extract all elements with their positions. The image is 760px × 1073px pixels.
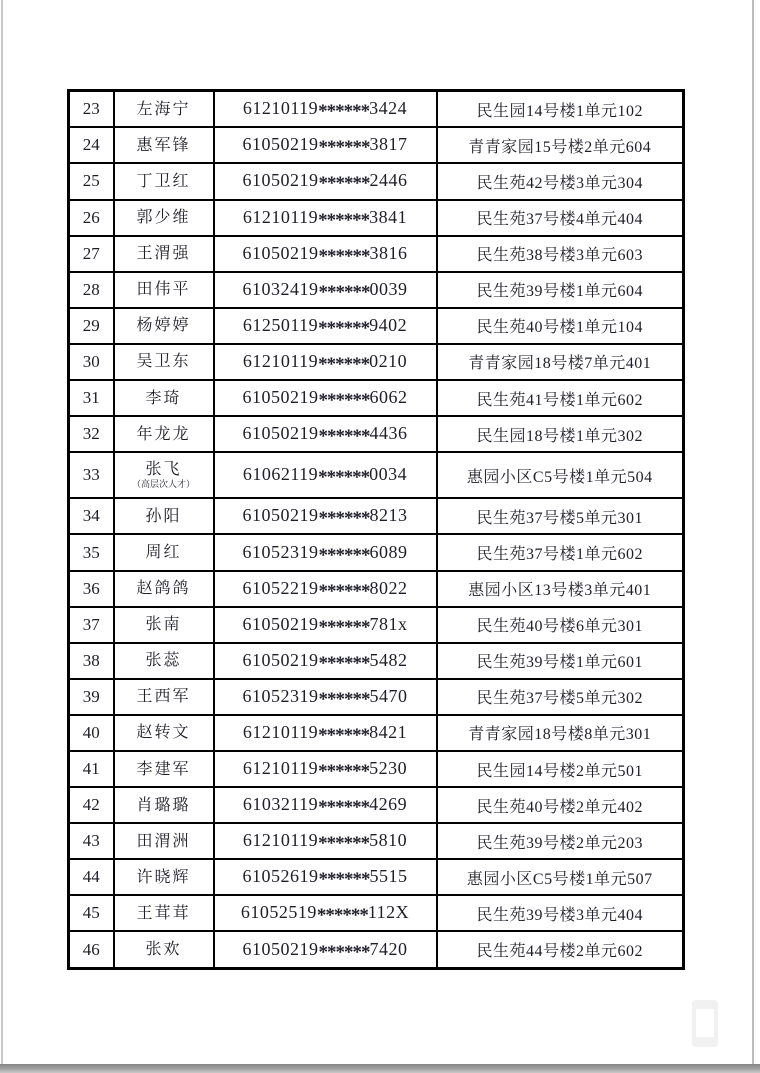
row-number-cell: 24 xyxy=(69,127,114,163)
id-number-cell xyxy=(214,607,437,643)
address-cell: 民生苑41号楼1单元602 xyxy=(437,380,684,416)
id-suffix: 8421 xyxy=(369,721,408,742)
id-suffix: 5230 xyxy=(369,758,408,779)
page-left-edge xyxy=(1,0,3,1064)
id-number-cell xyxy=(214,895,437,931)
name-wrap xyxy=(115,615,213,634)
id-prefix: 61050219 xyxy=(242,423,319,444)
id-number-cell xyxy=(214,931,437,968)
name-cell xyxy=(114,236,214,272)
name-text: 周红 xyxy=(145,544,182,561)
name-cell xyxy=(114,679,214,715)
address-cell: 民生苑39号楼3单元404 xyxy=(437,895,684,931)
name-text: 田渭洲 xyxy=(136,832,191,850)
name-text: 丁卫红 xyxy=(136,172,191,190)
id-number-cell xyxy=(214,534,437,570)
name-wrap xyxy=(115,940,213,959)
name-text: 田伟平 xyxy=(136,281,191,299)
id-mask-stars: ****** xyxy=(318,173,370,195)
table-row xyxy=(69,127,684,163)
id-number-cell xyxy=(214,416,437,452)
scan-watermark-artifact-inner xyxy=(696,1009,714,1037)
name-wrap xyxy=(115,208,213,227)
name-wrap xyxy=(115,796,213,815)
table-body xyxy=(69,91,684,969)
address-cell: 民生苑39号楼1单元604 xyxy=(437,272,684,308)
name-wrap xyxy=(115,425,213,444)
address-cell: 民生苑42号楼3单元304 xyxy=(437,163,684,199)
id-suffix: 3841 xyxy=(369,206,408,227)
address-cell: 民生苑44号楼2单元602 xyxy=(437,931,684,968)
id-suffix: 3817 xyxy=(369,134,408,155)
name-text: 张蕊 xyxy=(145,652,182,670)
row-number-cell: 33 xyxy=(69,452,114,498)
name-cell xyxy=(114,200,214,236)
id-prefix: 61210119 xyxy=(242,350,319,371)
id-mask-stars: ****** xyxy=(318,137,370,159)
id-suffix: 8022 xyxy=(369,577,408,598)
id-suffix: 5470 xyxy=(369,685,408,706)
name-cell xyxy=(114,344,214,380)
name-wrap xyxy=(115,543,213,562)
id-prefix: 61032419 xyxy=(242,278,319,299)
address-cell: 民生苑40号楼1单元104 xyxy=(437,308,684,344)
id-prefix: 61210119 xyxy=(242,721,319,742)
scan-watermark-artifact xyxy=(692,1000,718,1047)
table-row xyxy=(69,751,684,787)
row-number-cell: 35 xyxy=(69,534,114,570)
table-row xyxy=(69,380,684,416)
id-mask-stars: ****** xyxy=(318,209,370,231)
id-prefix: 61050219 xyxy=(242,505,319,526)
id-prefix: 61050219 xyxy=(242,613,319,634)
name-cell xyxy=(114,823,214,859)
id-mask-stars: ****** xyxy=(318,833,370,855)
name-wrap xyxy=(115,651,213,670)
name-cell xyxy=(114,416,214,452)
address-cell: 民生苑37号楼1单元602 xyxy=(437,534,684,570)
name-text: 惠军锋 xyxy=(136,136,191,154)
id-suffix: 3816 xyxy=(369,242,408,263)
name-cell xyxy=(114,91,214,128)
row-number-cell: 38 xyxy=(69,643,114,679)
name-wrap xyxy=(115,723,213,742)
table-row xyxy=(69,895,684,931)
address-cell: 民生苑37号楼5单元302 xyxy=(437,679,684,715)
name-cell xyxy=(114,452,214,498)
table-row xyxy=(69,571,684,607)
id-mask-stars: ****** xyxy=(318,941,370,963)
id-mask-stars: ****** xyxy=(318,467,370,489)
address-cell: 民生苑40号楼6单元301 xyxy=(437,607,684,643)
id-mask-stars: ****** xyxy=(318,580,370,602)
address-cell: 民生苑39号楼1单元601 xyxy=(437,643,684,679)
id-suffix: 0034 xyxy=(369,464,408,485)
table-row xyxy=(69,344,684,380)
name-text: 赵鸽鸽 xyxy=(136,580,191,598)
id-mask-stars: ****** xyxy=(318,616,370,638)
name-text: 郭少维 xyxy=(136,209,191,227)
name-text: 王渭强 xyxy=(136,245,191,263)
id-mask-stars: ****** xyxy=(318,652,370,674)
id-prefix: 61052519 xyxy=(240,902,317,923)
table-row xyxy=(69,236,684,272)
id-prefix: 61210119 xyxy=(242,98,319,119)
id-mask-stars: ****** xyxy=(318,869,370,891)
row-number-cell: 45 xyxy=(69,895,114,931)
id-mask-stars: ****** xyxy=(318,724,370,746)
name-wrap xyxy=(115,832,213,851)
name-cell xyxy=(114,751,214,787)
name-cell xyxy=(114,895,214,931)
id-mask-stars: ****** xyxy=(318,544,370,566)
name-text: 肖璐璐 xyxy=(136,796,191,814)
row-number-cell: 32 xyxy=(69,416,114,452)
row-number-cell: 46 xyxy=(69,931,114,968)
name-text: 左海宁 xyxy=(136,100,191,118)
row-number-cell: 29 xyxy=(69,308,114,344)
name-text: 李建军 xyxy=(136,760,191,778)
id-prefix: 61052219 xyxy=(242,577,319,598)
row-number-cell: 27 xyxy=(69,236,114,272)
name-cell xyxy=(114,380,214,416)
row-number-cell: 43 xyxy=(69,823,114,859)
name-text: 张南 xyxy=(145,616,182,634)
id-suffix: 0210 xyxy=(369,350,408,371)
name-wrap xyxy=(115,507,213,526)
table-row xyxy=(69,308,684,344)
address-cell: 青青家园18号楼8单元301 xyxy=(437,715,684,751)
name-text: 张飞 xyxy=(145,461,182,479)
table-row xyxy=(69,200,684,236)
name-cell xyxy=(114,308,214,344)
name-wrap xyxy=(115,280,213,299)
table-row xyxy=(69,787,684,823)
table-row xyxy=(69,452,684,498)
id-prefix: 61050219 xyxy=(242,134,319,155)
id-suffix: 0039 xyxy=(369,278,408,299)
row-number-cell: 34 xyxy=(69,498,114,534)
id-prefix: 61050219 xyxy=(242,649,319,670)
id-number-cell xyxy=(214,643,437,679)
id-suffix: 6089 xyxy=(369,541,408,562)
address-cell: 惠园小区C5号楼1单元504 xyxy=(437,452,684,498)
id-prefix: 61050219 xyxy=(242,170,319,191)
name-wrap xyxy=(115,244,213,263)
name-note: （高层次人才） xyxy=(131,479,195,490)
name-cell xyxy=(114,643,214,679)
name-text: 杨婷婷 xyxy=(136,317,191,335)
id-number-cell xyxy=(214,380,437,416)
id-number-cell xyxy=(214,571,437,607)
address-cell: 青青家园18号楼7单元401 xyxy=(437,344,684,380)
table-row xyxy=(69,715,684,751)
row-number-cell: 44 xyxy=(69,859,114,895)
name-wrap xyxy=(115,100,213,119)
name-cell xyxy=(114,607,214,643)
id-mask-stars: ****** xyxy=(318,797,370,819)
id-prefix: 61032119 xyxy=(242,794,319,815)
table-row xyxy=(69,498,684,534)
name-text: 张欢 xyxy=(145,941,182,959)
name-wrap xyxy=(115,460,213,490)
name-cell xyxy=(114,272,214,308)
row-number-cell: 39 xyxy=(69,679,114,715)
id-prefix: 61210119 xyxy=(242,206,319,227)
id-prefix: 61052319 xyxy=(242,541,319,562)
id-prefix: 61052319 xyxy=(242,685,319,706)
id-suffix: 8213 xyxy=(369,505,408,526)
name-text: 许晓辉 xyxy=(136,868,191,886)
address-cell: 青青家园15号楼2单元604 xyxy=(437,127,684,163)
row-number-cell: 40 xyxy=(69,715,114,751)
id-mask-stars: ****** xyxy=(318,688,370,710)
id-number-cell xyxy=(214,787,437,823)
id-mask-stars: ****** xyxy=(318,245,370,267)
id-suffix: 5810 xyxy=(369,830,408,851)
id-suffix: 7420 xyxy=(369,938,408,959)
table-row xyxy=(69,272,684,308)
name-wrap xyxy=(115,352,213,371)
id-suffix: 4436 xyxy=(369,423,408,444)
id-number-cell xyxy=(214,859,437,895)
name-wrap xyxy=(115,389,213,408)
row-number-cell: 36 xyxy=(69,571,114,607)
id-prefix: 61050219 xyxy=(242,938,319,959)
page-right-edge xyxy=(752,0,754,1064)
row-number-cell: 25 xyxy=(69,163,114,199)
row-number-cell: 41 xyxy=(69,751,114,787)
id-prefix: 61050219 xyxy=(242,242,319,263)
id-number-cell xyxy=(214,272,437,308)
id-prefix: 61050219 xyxy=(242,387,319,408)
id-suffix: 5482 xyxy=(369,649,408,670)
table-row xyxy=(69,679,684,715)
id-mask-stars: ****** xyxy=(318,101,370,123)
id-suffix: 2446 xyxy=(369,170,408,191)
table-row xyxy=(69,859,684,895)
id-suffix: 6062 xyxy=(369,387,408,408)
name-text: 李琦 xyxy=(145,389,182,407)
id-suffix: 5515 xyxy=(369,866,408,887)
table-row xyxy=(69,91,684,128)
name-wrap xyxy=(115,760,213,779)
row-number-cell: 28 xyxy=(69,272,114,308)
id-suffix: 4269 xyxy=(369,794,408,815)
table-row xyxy=(69,534,684,570)
id-prefix: 61052619 xyxy=(242,866,319,887)
row-number-cell: 26 xyxy=(69,200,114,236)
id-number-cell xyxy=(214,344,437,380)
id-suffix: 781x xyxy=(369,613,408,634)
address-cell: 民生苑37号楼4单元404 xyxy=(437,200,684,236)
table-row xyxy=(69,643,684,679)
row-number-cell: 23 xyxy=(69,91,114,128)
name-cell xyxy=(114,127,214,163)
page-bottom-shadow xyxy=(0,1064,760,1073)
name-text: 孙阳 xyxy=(145,507,182,525)
address-cell: 惠园小区13号楼3单元401 xyxy=(437,571,684,607)
name-wrap xyxy=(115,136,213,155)
table-row xyxy=(69,823,684,859)
name-text: 王西军 xyxy=(136,688,191,706)
address-cell: 民生园14号楼2单元501 xyxy=(437,751,684,787)
id-number-cell xyxy=(214,236,437,272)
name-text: 吴卫东 xyxy=(136,353,191,371)
address-cell: 民生苑39号楼2单元203 xyxy=(437,823,684,859)
name-cell xyxy=(114,571,214,607)
id-mask-stars: ****** xyxy=(318,426,370,448)
row-number-cell: 30 xyxy=(69,344,114,380)
id-number-cell xyxy=(214,715,437,751)
id-suffix: 9402 xyxy=(369,314,408,335)
resident-roster-table xyxy=(67,89,685,970)
address-cell: 民生苑40号楼2单元402 xyxy=(437,787,684,823)
name-cell xyxy=(114,534,214,570)
id-mask-stars: ****** xyxy=(318,317,370,339)
address-cell: 民生苑38号楼3单元603 xyxy=(437,236,684,272)
id-prefix: 61210119 xyxy=(242,758,319,779)
row-number-cell: 42 xyxy=(69,787,114,823)
id-number-cell xyxy=(214,823,437,859)
id-number-cell xyxy=(214,163,437,199)
name-text: 王茸茸 xyxy=(136,904,191,922)
table-row xyxy=(69,163,684,199)
row-number-cell: 31 xyxy=(69,380,114,416)
id-number-cell xyxy=(214,679,437,715)
id-mask-stars: ****** xyxy=(316,905,368,927)
id-number-cell xyxy=(214,91,437,128)
name-text: 年龙龙 xyxy=(136,425,191,443)
id-number-cell xyxy=(214,308,437,344)
address-cell: 民生园14号楼1单元102 xyxy=(437,91,684,128)
name-cell xyxy=(114,787,214,823)
id-prefix: 61250119 xyxy=(242,314,319,335)
address-cell: 民生苑37号楼5单元301 xyxy=(437,498,684,534)
name-wrap xyxy=(115,316,213,335)
name-wrap xyxy=(115,687,213,706)
name-text: 赵转文 xyxy=(136,724,191,742)
id-number-cell xyxy=(214,127,437,163)
id-number-cell xyxy=(214,751,437,787)
name-cell xyxy=(114,715,214,751)
id-mask-stars: ****** xyxy=(318,508,370,530)
name-cell xyxy=(114,163,214,199)
id-number-cell xyxy=(214,200,437,236)
id-number-cell xyxy=(214,498,437,534)
name-wrap xyxy=(115,172,213,191)
table-row xyxy=(69,416,684,452)
id-suffix: 112X xyxy=(367,902,410,923)
name-wrap xyxy=(115,868,213,887)
id-number-cell xyxy=(214,452,437,498)
name-wrap xyxy=(115,579,213,598)
table-row xyxy=(69,607,684,643)
id-prefix: 61210119 xyxy=(242,830,319,851)
table-row xyxy=(69,931,684,968)
id-mask-stars: ****** xyxy=(318,353,370,375)
name-cell xyxy=(114,931,214,968)
address-cell: 惠园小区C5号楼1单元507 xyxy=(437,859,684,895)
address-cell: 民生园18号楼1单元302 xyxy=(437,416,684,452)
name-cell xyxy=(114,498,214,534)
id-suffix: 3424 xyxy=(369,98,408,119)
id-prefix: 61062119 xyxy=(242,464,319,485)
id-mask-stars: ****** xyxy=(318,761,370,783)
name-wrap xyxy=(115,904,213,923)
row-number-cell: 37 xyxy=(69,607,114,643)
id-mask-stars: ****** xyxy=(318,390,370,412)
name-cell xyxy=(114,859,214,895)
id-mask-stars: ****** xyxy=(318,281,370,303)
